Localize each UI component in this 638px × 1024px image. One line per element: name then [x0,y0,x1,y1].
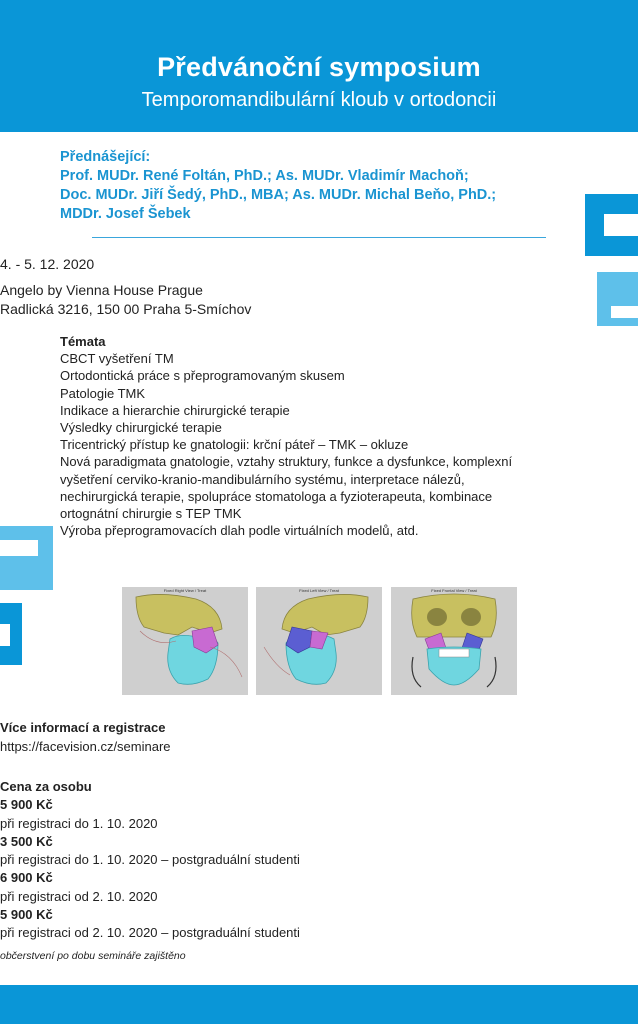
price-value: 3 500 Kč [0,833,53,849]
lecturers-line-1: Prof. MUDr. René Foltán, PhD.; As. MUDr. Vladimír Machoň; [60,168,469,184]
topics-block [60,333,578,539]
venue-address: Radlická 3216, 150 00 Praha 5-Smíchov [0,301,252,317]
deco-square-left-top [0,526,53,590]
refreshment-note: občerstvení po dobu semináře zajištěno [0,950,186,962]
pricing-block [0,778,638,943]
lecturers-block [60,148,578,224]
topics-heading: Témata [60,334,106,349]
price-value: 5 900 Kč [0,907,53,923]
price-condition: při registraci do 1. 10. 2020 [0,815,158,831]
deco-square-left-top-cutout [0,540,38,556]
skull-frontal-view-image [391,587,517,695]
skull-right-view-icon [122,587,248,695]
topic-item: Ortodontická práce s přeprogramovaným skusem [60,368,345,384]
price-value: 5 900 Kč [0,797,53,813]
footer-band [0,985,638,1024]
skull-images-row [0,587,638,696]
skull-left-view-image [256,587,382,695]
lecturers-line-2: Doc. MUDr. Jiří Šedý, PhD., MBA; As. MUDr. Michal Beňo, PhD.; [60,187,497,203]
registration-link[interactable]: https://facevision.cz/seminare [0,739,171,754]
topic-item: nechirurgická terapie, spolupráce stomatologa a fyzioterapeuta, kombinace [60,488,493,504]
divider-line [92,237,546,238]
info-heading: Více informací a registrace [0,720,166,735]
topic-item: ortognátní chirurgie s TEP TMK [60,506,242,522]
topic-item: Patologie TMK [60,385,146,401]
pricing-heading: Cena za osobu [0,779,92,794]
page-subtitle: Temporomandibulární kloub v ortodoncii [141,89,497,111]
deco-square-right-top-cutout [604,214,638,236]
venue-name: Angelo by Vienna House Prague [0,282,203,298]
price-value: 6 900 Kč [0,870,53,886]
topic-item: vyšetření cerviko-kranio-mandibulárního systému, interpretace nálezů, [60,471,465,487]
lecturers-line-3: MDDr. Josef Šebek [60,206,191,222]
topic-item: Výsledky chirurgické terapie [60,420,222,436]
header-band [0,0,638,132]
skull-right-view-image [122,587,248,695]
price-condition: při registraci od 2. 10. 2020 – postgraduální studenti [0,925,300,941]
topic-item: Nová paradigmata gnatologie, vztahy struktury, funkce a dysfunkce, komplexní [60,454,513,470]
lecturers-label: Přednášející: [60,149,151,165]
topic-item: Tricentrický přístup ke gnatologii: krční páteř – TMK – okluze [60,437,409,453]
venue-block [0,281,638,319]
topic-item: Výroba přeprogramovacích dlah podle virtuálních modelů, atd. [60,523,419,539]
price-condition: při registraci od 2. 10. 2020 [0,888,158,904]
skull-left-view-icon [256,587,382,695]
topic-item: CBCT vyšetření TM [60,351,174,367]
topic-item: Indikace a hierarchie chirurgické terapie [60,402,290,418]
image-caption: Fixed Left View / Treat [299,588,339,593]
image-caption: Fixed Right View / Treat [163,588,207,593]
price-condition: při registraci do 1. 10. 2020 – postgraduální studenti [0,852,300,868]
event-date: 4. - 5. 12. 2020 [0,256,95,272]
image-caption: Fixed Frontal View / Treat [431,588,477,593]
skull-frontal-view-icon [391,587,517,695]
page-title: Předvánoční symposium [157,52,481,82]
